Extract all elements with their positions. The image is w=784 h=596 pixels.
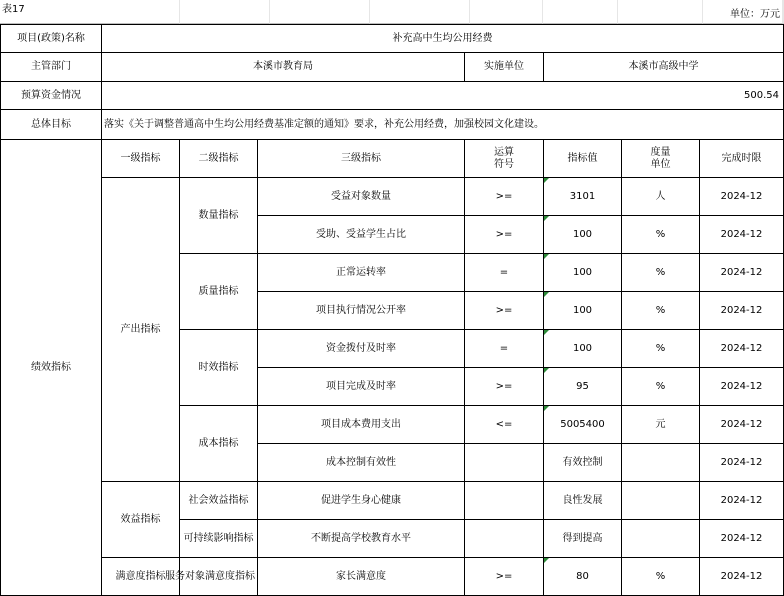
level2-timeliness[interactable]: 时效指标 (180, 330, 258, 406)
level2-quality[interactable]: 质量指标 (180, 254, 258, 330)
cell[interactable] (270, 0, 370, 24)
item-unit[interactable]: % (622, 368, 700, 406)
item-op[interactable]: = (465, 330, 544, 368)
item-op[interactable]: <= (465, 406, 544, 444)
item-value[interactable]: 3101 (544, 178, 622, 216)
cell[interactable] (543, 0, 618, 24)
item-deadline[interactable]: 2024-12 (700, 330, 784, 368)
item-op[interactable]: >= (465, 558, 544, 596)
item-value[interactable]: 80 (544, 558, 622, 596)
header-level3[interactable]: 三级指标 (258, 140, 465, 178)
item-name[interactable]: 受益对象数量 (258, 178, 465, 216)
header-level2[interactable]: 二级指标 (180, 140, 258, 178)
header-level1[interactable]: 一级指标 (102, 140, 180, 178)
header-operator-line2: 符号 (494, 158, 514, 170)
item-unit[interactable]: % (622, 330, 700, 368)
cell[interactable] (470, 0, 543, 24)
item-unit[interactable] (622, 482, 700, 520)
item-op[interactable]: >= (465, 292, 544, 330)
item-unit[interactable]: % (622, 254, 700, 292)
level1-output[interactable]: 产出指标 (102, 178, 180, 482)
goal-label[interactable]: 总体目标 (1, 110, 102, 140)
item-value[interactable]: 良性发展 (544, 482, 622, 520)
item-op[interactable]: = (465, 254, 544, 292)
header-deadline[interactable]: 完成时限 (700, 140, 784, 178)
item-name[interactable]: 项目执行情况公开率 (258, 292, 465, 330)
item-op[interactable]: >= (465, 178, 544, 216)
dept-label[interactable]: 主管部门 (1, 53, 102, 82)
item-value[interactable]: 有效控制 (544, 444, 622, 482)
item-deadline[interactable]: 2024-12 (700, 368, 784, 406)
item-deadline[interactable]: 2024-12 (700, 558, 784, 596)
cell[interactable] (370, 0, 470, 24)
level2-cost[interactable]: 成本指标 (180, 406, 258, 482)
section-label[interactable]: 绩效指标 (1, 140, 102, 596)
level2-service-satisfaction[interactable]: 服务对象满意度指标 (180, 558, 258, 596)
item-op[interactable] (465, 482, 544, 520)
table-number: 表17 (2, 4, 25, 15)
item-deadline[interactable]: 2024-12 (700, 178, 784, 216)
item-value[interactable]: 100 (544, 330, 622, 368)
item-op[interactable] (465, 520, 544, 558)
item-deadline[interactable]: 2024-12 (700, 216, 784, 254)
header-value[interactable]: 指标值 (544, 140, 622, 178)
cell[interactable] (180, 0, 270, 24)
item-value[interactable]: 100 (544, 292, 622, 330)
item-deadline[interactable]: 2024-12 (700, 444, 784, 482)
impl-value[interactable]: 本溪市高级中学 (544, 53, 784, 82)
item-name[interactable]: 不断提高学校教育水平 (258, 520, 465, 558)
header-unit[interactable] (622, 140, 700, 178)
item-deadline[interactable]: 2024-12 (700, 482, 784, 520)
cell[interactable] (0, 0, 180, 24)
item-name[interactable]: 正常运转率 (258, 254, 465, 292)
budget-value[interactable]: 500.54 (102, 82, 784, 110)
item-unit[interactable]: % (622, 292, 700, 330)
header-unit-line1: 度量 (650, 146, 671, 158)
item-name[interactable]: 促进学生身心健康 (258, 482, 465, 520)
level2-quantity[interactable]: 数量指标 (180, 178, 258, 254)
item-value[interactable]: 100 (544, 254, 622, 292)
item-op[interactable] (465, 444, 544, 482)
item-op[interactable]: >= (465, 216, 544, 254)
cell[interactable] (618, 0, 703, 24)
project-label[interactable]: 项目(政策)名称 (1, 25, 102, 53)
level1-benefit[interactable]: 效益指标 (102, 482, 180, 558)
sheet-top-row (0, 0, 784, 24)
item-value[interactable]: 100 (544, 216, 622, 254)
item-unit[interactable] (622, 520, 700, 558)
header-unit-line2: 单位 (650, 158, 671, 170)
item-deadline[interactable]: 2024-12 (700, 292, 784, 330)
item-unit[interactable]: 人 (622, 178, 700, 216)
level1-satisfaction[interactable]: 满意度指标 (102, 558, 180, 596)
item-op[interactable]: >= (465, 368, 544, 406)
dept-value[interactable]: 本溪市教育局 (102, 53, 465, 82)
impl-label[interactable]: 实施单位 (465, 53, 544, 82)
item-name[interactable]: 项目完成及时率 (258, 368, 465, 406)
item-name[interactable]: 受助、受益学生占比 (258, 216, 465, 254)
item-name[interactable]: 成本控制有效性 (258, 444, 465, 482)
header-operator[interactable] (465, 140, 544, 178)
item-value[interactable]: 5005400 (544, 406, 622, 444)
item-deadline[interactable]: 2024-12 (700, 254, 784, 292)
item-deadline[interactable]: 2024-12 (700, 520, 784, 558)
item-value[interactable]: 95 (544, 368, 622, 406)
item-value[interactable]: 得到提高 (544, 520, 622, 558)
item-name[interactable]: 项目成本费用支出 (258, 406, 465, 444)
item-name[interactable]: 资金拨付及时率 (258, 330, 465, 368)
item-name[interactable]: 家长满意度 (258, 558, 465, 596)
unit-label: 单位：万元 (730, 9, 780, 20)
item-unit[interactable]: 元 (622, 406, 700, 444)
item-unit[interactable]: % (622, 216, 700, 254)
level2-social[interactable]: 社会效益指标 (180, 482, 258, 520)
project-value[interactable]: 补充高中生均公用经费 (102, 25, 784, 53)
goal-value[interactable]: 落实《关于调整普通高中生均公用经费基准定额的通知》要求，补充公用经费，加强校园文化建设。 (102, 110, 784, 140)
item-deadline[interactable]: 2024-12 (700, 406, 784, 444)
performance-table (0, 24, 784, 596)
header-operator-line1: 运算 (494, 146, 514, 158)
budget-label[interactable]: 预算资金情况 (1, 82, 102, 110)
item-unit[interactable] (622, 444, 700, 482)
level2-sustainable[interactable]: 可持续影响指标 (180, 520, 258, 558)
item-unit[interactable]: % (622, 558, 700, 596)
